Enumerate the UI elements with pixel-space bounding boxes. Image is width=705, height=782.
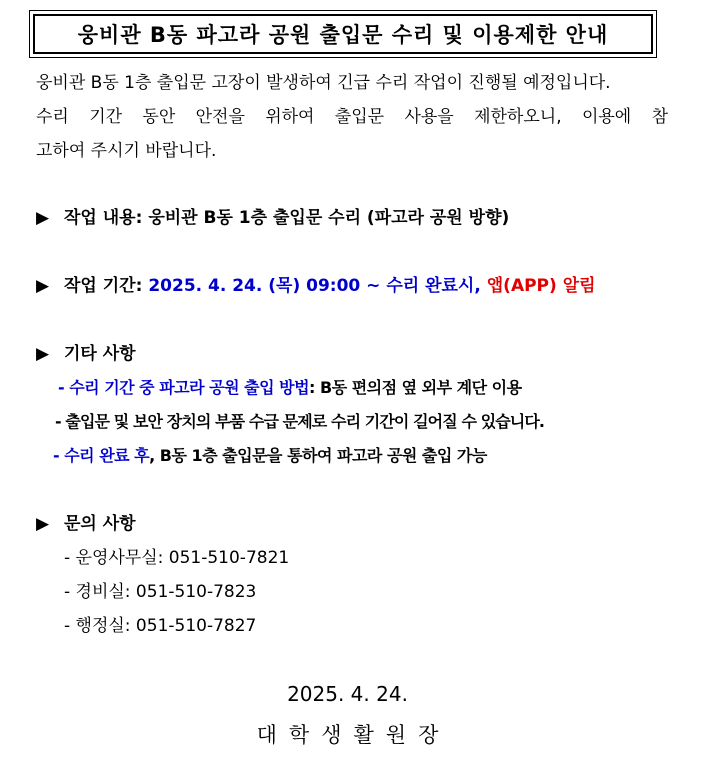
app-notice: 앱(APP) 알림 xyxy=(486,276,596,296)
notice-date: 2025. 4. 24. xyxy=(287,682,408,706)
inquiry-heading: 문의 사항 xyxy=(64,514,136,534)
etc-item-3-rest: , B동 1층 출입문을 통하여 파고라 공원 출입 가능 xyxy=(149,446,487,465)
inquiry-item-office: - 운영사무실: 051-510-7821 xyxy=(64,548,290,568)
intro-line-3: 고하여 주시기 바랍니다. xyxy=(36,141,217,161)
etc-item-2 xyxy=(55,410,544,434)
intro-paragraph xyxy=(36,66,668,168)
etc-item-1-prefix: - xyxy=(58,378,70,397)
etc-item-2-prefix: - xyxy=(55,412,66,431)
etc-item-1-rest: : B동 편의점 옆 외부 계단 이용 xyxy=(309,378,522,397)
work-content-label: 작업 내용: xyxy=(64,208,143,228)
triangle-bullet-icon: ▶ xyxy=(36,514,50,534)
title-box xyxy=(29,10,657,58)
inquiry-heading-row xyxy=(36,512,136,536)
signer: 대학생활원장 xyxy=(256,723,451,747)
work-period-row xyxy=(36,274,596,298)
work-period-label: 작업 기간: xyxy=(64,276,143,296)
notice-title: 웅비관 B동 파고라 공원 출입문 수리 및 이용제한 안내 xyxy=(33,14,653,54)
etc-item-1 xyxy=(58,376,522,400)
triangle-bullet-icon: ▶ xyxy=(36,276,50,296)
etc-item-3-prefix: - xyxy=(53,446,65,465)
triangle-bullet-icon: ▶ xyxy=(36,208,50,228)
intro-line-2: 수리 기간 동안 안전을 위하여 출입문 사용을 제한하오니, 이용에 참 xyxy=(36,107,668,127)
triangle-bullet-icon: ▶ xyxy=(36,344,50,364)
etc-heading: 기타 사항 xyxy=(64,344,136,364)
etc-item-1-highlight: 수리 기간 중 파고라 공원 출입 방법 xyxy=(69,378,310,397)
work-content-row xyxy=(36,206,509,230)
work-period-value: 2025. 4. 24. (목) 09:00 ~ 수리 완료시, xyxy=(148,276,481,296)
etc-heading-row xyxy=(36,342,136,366)
work-content-value: 웅비관 B동 1층 출입문 수리 (파고라 공원 방향) xyxy=(148,208,510,228)
inquiry-item-admin: - 행정실: 051-510-7827 xyxy=(64,616,257,636)
intro-line-1: 웅비관 B동 1층 출입문 고장이 발생하여 긴급 수리 작업이 진행될 예정입니다. xyxy=(36,73,611,93)
etc-item-2-rest: 출입문 및 보안 장치의 부품 수급 문제로 수리 기간이 길어질 수 있습니다. xyxy=(65,412,545,431)
inquiry-item-security: - 경비실: 051-510-7823 xyxy=(64,582,257,602)
etc-item-3 xyxy=(53,444,487,468)
etc-item-3-highlight: 수리 완료 후 xyxy=(64,446,150,465)
